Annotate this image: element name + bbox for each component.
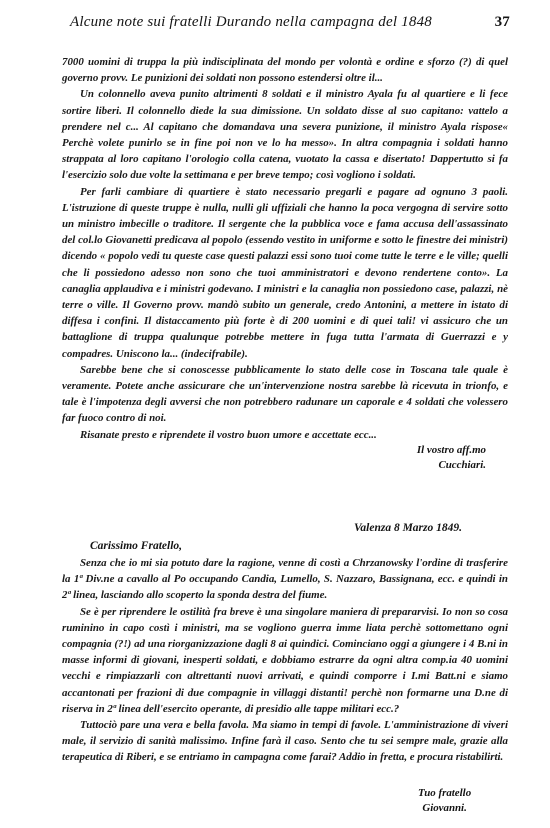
paragraph: Senza che io mi sia potuto dare la ragione, venne di costì a Chrzanowsky l'ordine di trasferire la 1ª Div.ne a cavallo al Po occupando Candia, Lumello, S. Nazzaro, Bassignana, ecc. e quindi in 2ª linea, lasciando allo scoperto la sponda destra del fiume. — [62, 557, 508, 602]
page-number: 37 — [494, 14, 510, 30]
running-header — [70, 14, 510, 31]
letter-date: Valenza 8 Marzo 1849. — [354, 522, 462, 534]
paragraph: Se è per riprendere le ostilità fra breve è una singolare maniera di prepararvisi. Io non so cosa ruminino in capo costì i ministri, ma se vogliono guerra imme liata perchè sottomettano ogni compagnia (?!) ad una riorganizzazione dagli 8 ai quindici. Cominciano oggi a giungere i 4 B.ni in masse informi di giovani, inesperti soldati, e dobbiamo estrarre da ogni altra comp.ia 40 uomini vecchi e rimpiazzarli con altrettanti nuovi arrivati, e quindi comporre i I.mi Batt.ni e siamo accantonati per frazioni di due compagnie in villaggi distanti! perchè non formarne una D.ne di riserva in 2ª linea dell'esercito operante, di presidio alle tappe militari ecc.? — [62, 605, 508, 715]
signature-block — [418, 786, 471, 816]
paragraph: 7000 uomini di truppa la più indisciplinata del mondo per volontà e ordine e sforzo (?) di quel governo provv. Le punizioni dei soldati non possono estendersi oltre il... — [62, 56, 508, 85]
letter-giovanni — [62, 555, 508, 766]
paragraph: Tuttociò pare una vera e bella favola. Ma siamo in tempi di favole. L'amministrazione di viveri male, il servizio di sanità malissimo. Infine farà il caso. Sento che tu sei sempre male, grazie alla terapeutica di Riberi, e se entriamo in campagna come farai? Addio in fretta, e procura ristabilirti. — [62, 719, 508, 764]
paragraph: Risanate presto e riprendete il vostro buon umore e accettate ecc... — [80, 428, 377, 441]
paragraph: Un colonnello aveva punito altrimenti 8 soldati e il ministro Ayala fu al quartiere e li fece sortire liberi. Il colonnello diede la sua dimissione. Un soldato disse al suo capitano: vattelo a prendere nel c... Al capitano che domandava una severa punizione, il ministro Ayala rispose« Perchè volete punirlo se in fine poi non ve lo ha messo». In altra compagnia i soldati hanno strappata al loro capitano l'orologio colla catena, vuotato la cassa e disertato! Dappertutto si fa l'esercizio solo due volte la settimana e per breve tempo; così vogliono i soldati. — [62, 88, 508, 182]
signature-name: Cucchiari. — [438, 458, 486, 471]
signature-block — [62, 443, 508, 473]
letter-cucchiari — [62, 54, 508, 473]
running-title: Alcune note sui fratelli Durando nella campagna del 1848 — [70, 14, 432, 30]
signature-closing: Tuo fratello — [418, 787, 472, 799]
signature-closing: Il vostro aff.mo — [416, 443, 486, 456]
signature-name: Giovanni. — [422, 802, 467, 814]
paragraph: Sarebbe bene che si conoscesse pubblicamente lo stato delle cose in Toscana tale quale è veramente. Potete anche assicurare che un'intervenzione nostra sarebbe là ricevuta in trionfo, e tale è l'impotenza degli avversi che non potrebbero radunare un caporale e 4 soldati che volessero far fuoco contro di noi. — [62, 363, 508, 425]
letter-greeting: Carissimo Fratello, — [90, 540, 183, 552]
paragraph: Per farli cambiare di quartiere è stato necessario pregarli e pagare ad ognuno 3 paoli. L'istruzione di queste truppe è nulla, nulli gli uffiziali che hanno la poca vergogna di servire sotto un ministro imbecille o traditore. Il sergente che la pubblica voce e fama accusa dell'assassinato del col.lo Giovanetti predicava al popolo (essendo vestito in uniforme e sotto le finestre dei ministri) dicendo « popolo vedi tu queste case questi palazzi essi sono tuoi come tutte le terre e le ville; quelli che li possiedono adesso non sono che tuoi amministratori e devono rendertene conto». La canaglia applaudiva e i ministri godevano. I ministri e la canaglia non possiedono case, palazzi, nè terre o ville. Il Governo provv. mandò subito un generale, credo Antonini, a mettere in istato di diffesa i confini. Il distaccamento più forte è di 200 uomini e di quei tali! vi assicuro che un battaglione di truppa qualunque potrebbe mettere in fuga tutta l'armata di Guerrazzi e y compadres. Uniscono la... (indecifrabile). — [62, 185, 508, 360]
